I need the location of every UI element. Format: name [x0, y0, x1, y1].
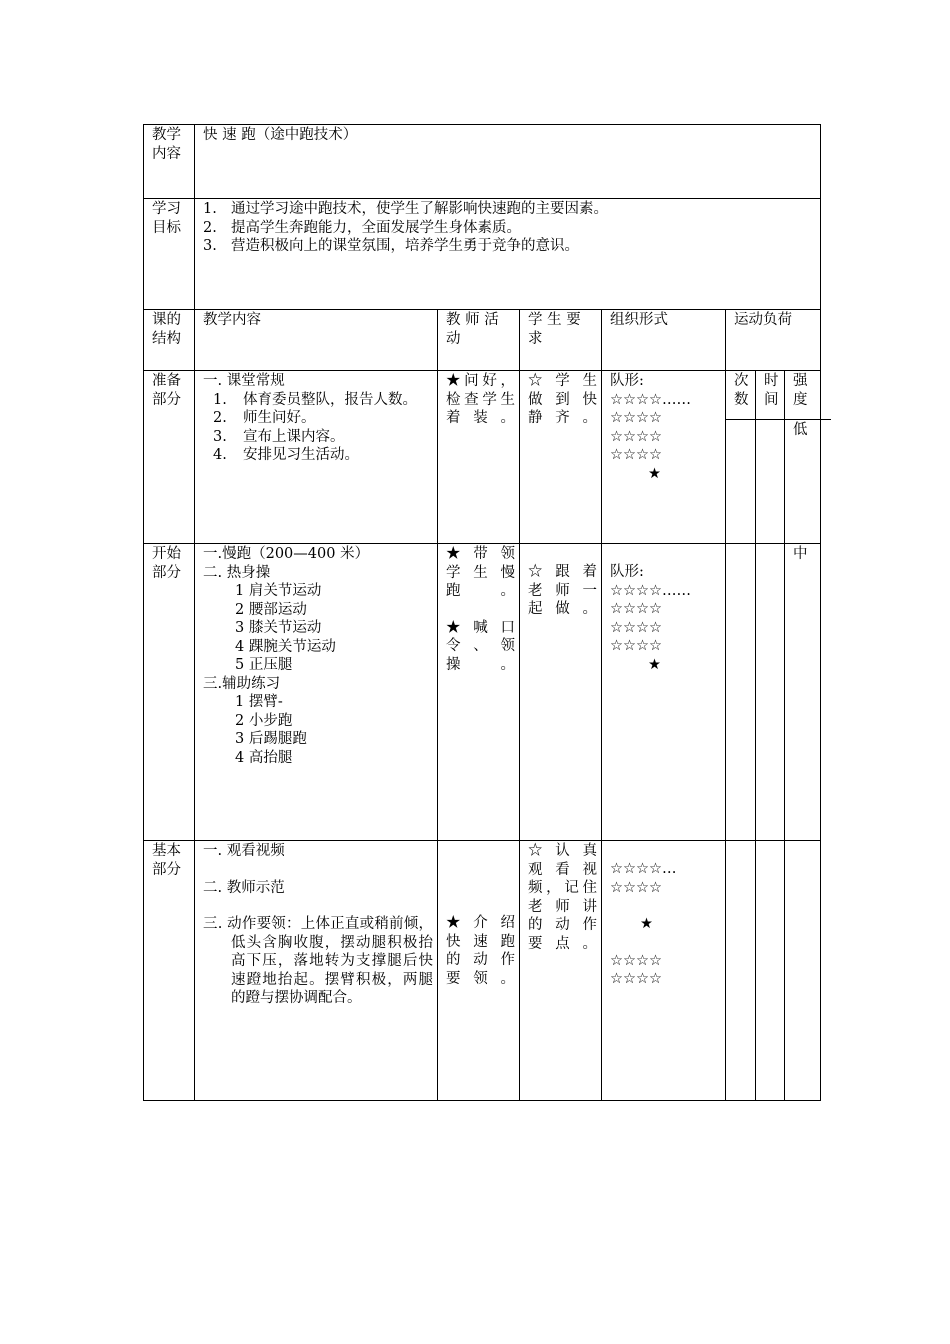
goal-item: 2. 提高学生奔跑能力，全面发展学生身体素质。 [203, 219, 521, 236]
warmup-item: 2 腰部运动 [235, 601, 307, 618]
start-line: 三.辅助练习 [203, 675, 281, 692]
start-line: 一.慢跑（200—400 米） [203, 546, 370, 562]
formation-line: ☆☆☆☆ [610, 879, 662, 896]
basic-organization [602, 841, 726, 1101]
formation-line: ☆☆☆☆ [610, 447, 662, 463]
formation-line: ☆☆☆☆ [610, 971, 662, 987]
basic-content [195, 841, 438, 1101]
start-row [144, 544, 821, 841]
formation-line: ☆☆☆☆ [610, 428, 662, 445]
start-organization [602, 544, 726, 841]
basic-teacher [438, 841, 520, 1101]
start-line: 二. 热身操 [203, 564, 271, 581]
start-student-text: ☆ 跟 着 老 师 一 起做。 [528, 564, 597, 617]
basic-load-intensity [785, 841, 821, 1101]
content-text: 快 速 跑（途中跑技术） [195, 125, 821, 199]
prep-title: 一. 课堂常规 [203, 373, 285, 389]
basic-load-time [756, 841, 785, 1101]
basic-line: 二. 教师示范 [203, 879, 285, 896]
goals-list [195, 199, 821, 310]
prep-teacher: ★问好，检查学生着装。 [438, 371, 520, 544]
basic-student: ☆ 认 真 观 看 视 频，记住 老 师 讲 的 动 作 要点。 [520, 841, 602, 1101]
prep-item: 3. 宣布上课内容。 [213, 428, 345, 445]
formation-line: ☆☆☆☆ [610, 952, 662, 969]
formation-line: ☆☆☆☆… [610, 861, 677, 877]
formation-line: ☆☆☆☆ [610, 410, 662, 426]
prep-organization [602, 371, 726, 544]
prep-load-intensity: 低 [785, 420, 821, 544]
teacher-star-icon: ★ [648, 656, 661, 673]
start-load-intensity: 中 [785, 544, 821, 841]
prep-load-time [756, 420, 785, 544]
warmup-item: 4 踝腕关节运动 [235, 638, 336, 655]
start-teacher-2: ★ 喊 口 令 、 领 操。 [446, 619, 515, 673]
prep-student: ☆ 学 生 做 到 快 静齐。 [520, 371, 602, 544]
goals-label: 学习目标 [144, 199, 195, 310]
formation-line: ☆☆☆☆…… [610, 391, 691, 408]
drill-item: 3 后踢腿跑 [235, 731, 307, 747]
header-structure: 课的结构 [144, 310, 195, 371]
load-time-header: 时间 [756, 371, 785, 420]
formation-line: ☆☆☆☆ [610, 601, 662, 617]
formation-line: ☆☆☆☆…… [610, 582, 691, 599]
load-count-header: 次数 [726, 371, 756, 420]
warmup-item: 1 肩关节运动 [235, 583, 322, 599]
header-organization: 组织形式 [602, 310, 726, 371]
basic-teacher-text: ★ 介 绍 快 速 跑 的 动 作 要领。 [446, 915, 515, 987]
basic-row [144, 841, 821, 1101]
header-student: 学 生 要 求 [520, 310, 602, 371]
warmup-item: 3 膝关节运动 [235, 620, 322, 636]
formation-line: ☆☆☆☆ [610, 619, 662, 636]
teacher-star-icon: ★ [640, 916, 653, 932]
basic-load-count [726, 841, 756, 1101]
start-teacher-1: ★ 带 领 学 生 慢 跑。 [446, 546, 515, 599]
start-student [520, 544, 602, 841]
header-row [144, 310, 821, 371]
start-teacher [438, 544, 520, 841]
goals-row [144, 199, 821, 310]
goal-item: 3. 营造积极向上的课堂氛围，培养学生勇于竞争的意识。 [203, 238, 579, 254]
prep-label: 准备部分 [144, 371, 195, 544]
prep-item: 4. 安排见习生活动。 [213, 447, 359, 463]
warmup-item: 5 正压腿 [235, 657, 293, 673]
lesson-plan-table [143, 124, 821, 1101]
drill-item: 1 摆臂- [235, 694, 283, 710]
drill-item: 4 高抬腿 [235, 749, 293, 766]
header-load: 运动负荷 [726, 310, 821, 371]
formation-label: 队形: [610, 373, 644, 389]
prep-load-count [726, 420, 756, 544]
prep-content [195, 371, 438, 544]
teacher-star-icon: ★ [648, 465, 661, 482]
header-teacher: 教 师 活 动 [438, 310, 520, 371]
start-label: 开始部分 [144, 544, 195, 841]
content-label: 教学内容 [144, 125, 195, 199]
content-row [144, 125, 821, 199]
prep-row [144, 371, 821, 420]
formation-line: ☆☆☆☆ [610, 638, 662, 654]
goal-item: 1. 通过学习途中跑技术，使学生了解影响快速跑的主要因素。 [203, 201, 608, 217]
start-load-count [726, 544, 756, 841]
formation-label: 队形: [610, 564, 644, 580]
prep-item: 2. 师生问好。 [213, 410, 316, 426]
start-content [195, 544, 438, 841]
drill-item: 2 小步跑 [235, 712, 293, 729]
table-rule-extension [731, 419, 831, 420]
prep-item: 1. 体育委员整队，报告人数。 [213, 391, 417, 408]
basic-label: 基本部分 [144, 841, 195, 1101]
load-intensity-header: 强度 [785, 371, 821, 420]
basic-line: 三. 动作要领：上体正直或稍前倾，低头含胸收腹，摆动腿积极抬高下压，落地转为支撑腿后快速蹬地抬起。摆臂积极，两腿的蹬与摆协调配合。 [203, 916, 433, 1006]
basic-line: 一. 观看视频 [203, 843, 285, 859]
header-content: 教学内容 [195, 310, 438, 371]
start-load-time [756, 544, 785, 841]
